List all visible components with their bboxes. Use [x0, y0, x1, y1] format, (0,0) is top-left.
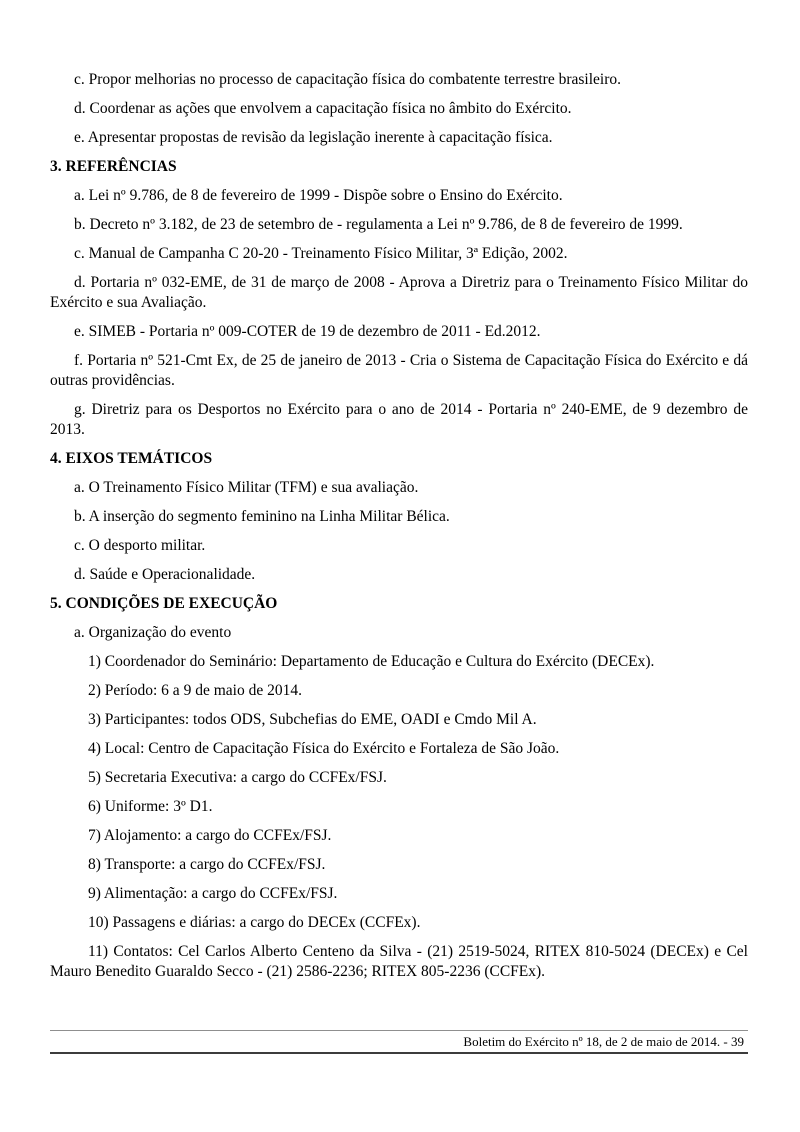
- execution-subitem-11: 11) Contatos: Cel Carlos Alberto Centeno da Silva - (21) 2519-5024, RITEX 810-5024 (DECEx) e Cel Mauro Benedito Guaraldo Secco - (21) 2586-2236; RITEX 805-2236 (CCFEx).: [50, 943, 748, 980]
- execution-subitem-9: 9) Alimentação: a cargo do CCFEx/FSJ.: [88, 885, 338, 902]
- execution-subitem-4: 4) Local: Centro de Capacitação Física do Exército e Fortaleza de São João.: [88, 740, 560, 757]
- section-3-heading: 3. REFERÊNCIAS: [50, 158, 177, 175]
- execution-subitem-5: 5) Secretaria Executiva: a cargo do CCFEx/FSJ.: [88, 769, 387, 786]
- page-footer: [50, 1030, 748, 1054]
- section-5-heading: 5. CONDIÇÕES DE EXECUÇÃO: [50, 595, 278, 612]
- execution-subitem-10: 10) Passagens e diárias: a cargo do DECEx (CCFEx).: [88, 914, 421, 931]
- execution-item-a: a. Organização do evento: [74, 624, 232, 641]
- footer-bulletin-reference: Boletim do Exército nº 18, de 2 de maio de 2014. - 39: [463, 1034, 744, 1049]
- document-content: [50, 70, 748, 991]
- footer-rule-bottom: [50, 1052, 748, 1054]
- reference-item-e: e. SIMEB - Portaria nº 009-COTER de 19 de dezembro de 2011 - Ed.2012.: [74, 323, 541, 340]
- theme-item-d: d. Saúde e Operacionalidade.: [74, 566, 256, 583]
- theme-item-b: b. A inserção do segmento feminino na Linha Militar Bélica.: [74, 508, 450, 525]
- reference-item-a: a. Lei nº 9.786, de 8 de fevereiro de 1999 - Dispõe sobre o Ensino do Exército.: [74, 187, 563, 204]
- intro-item-e: e. Apresentar propostas de revisão da legislação inerente à capacitação física.: [74, 129, 553, 146]
- execution-subitem-1: 1) Coordenador do Seminário: Departamento de Educação e Cultura do Exército (DECEx).: [88, 653, 655, 670]
- reference-item-b: b. Decreto nº 3.182, de 23 de setembro de - regulamenta a Lei nº 9.786, de 8 de fevereiro de 1999.: [74, 216, 683, 233]
- reference-item-c: c. Manual de Campanha C 20-20 - Treinamento Físico Militar, 3ª Edição, 2002.: [74, 245, 568, 262]
- execution-subitem-6: 6) Uniforme: 3º D1.: [88, 798, 213, 815]
- theme-item-c: c. O desporto militar.: [74, 537, 206, 554]
- execution-subitem-7: 7) Alojamento: a cargo do CCFEx/FSJ.: [88, 827, 332, 844]
- intro-item-d: d. Coordenar as ações que envolvem a capacitação física no âmbito do Exército.: [74, 100, 572, 117]
- reference-item-d: d. Portaria nº 032-EME, de 31 de março de 2008 - Aprova a Diretriz para o Treinamento Físico Militar do Exército e sua Avaliação.: [50, 274, 748, 311]
- execution-subitem-2: 2) Período: 6 a 9 de maio de 2014.: [88, 682, 302, 699]
- reference-item-f: f. Portaria nº 521-Cmt Ex, de 25 de janeiro de 2013 - Cria o Sistema de Capacitação Física do Exército e dá outras providências.: [50, 352, 748, 389]
- section-4-heading: 4. EIXOS TEMÁTICOS: [50, 450, 213, 467]
- intro-item-c: c. Propor melhorias no processo de capacitação física do combatente terrestre brasileiro.: [74, 71, 622, 88]
- execution-subitem-3: 3) Participantes: todos ODS, Subchefias do EME, OADI e Cmdo Mil A.: [88, 711, 537, 728]
- reference-item-g: g. Diretriz para os Desportos no Exército para o ano de 2014 - Portaria nº 240-EME, de 9 dezembro de 2013.: [50, 401, 748, 438]
- theme-item-a: a. O Treinamento Físico Militar (TFM) e sua avaliação.: [74, 479, 419, 496]
- execution-subitem-8: 8) Transporte: a cargo do CCFEx/FSJ.: [88, 856, 326, 873]
